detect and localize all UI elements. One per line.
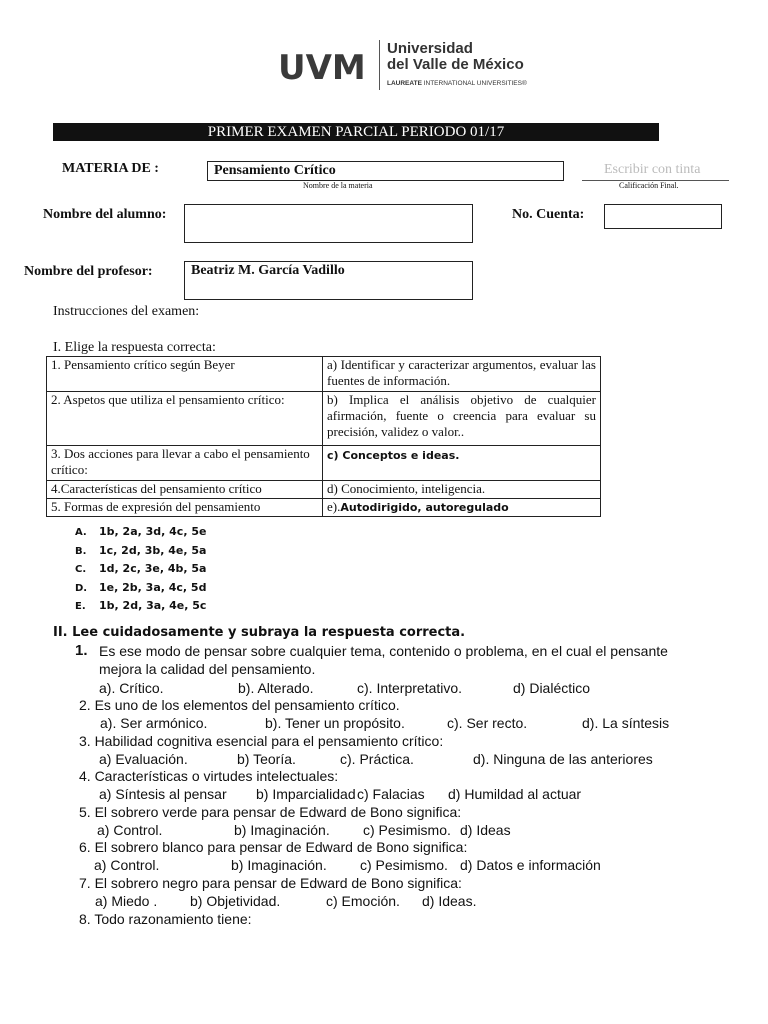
q3-answer-d[interactable]: d). Ninguna de las anteriores [473,751,653,767]
alumno-input[interactable] [184,204,473,243]
q2-answer-b[interactable]: b). Tener un propósito. [265,715,405,731]
table-row [47,481,601,499]
table-cell-right: e).Autodirigido, autoregulado [323,499,601,517]
table-cell-left: 1. Pensamiento crítico según Beyer [47,357,323,392]
uvm-logo-mark: UVM [278,48,366,88]
q3-answer-c[interactable]: c). Práctica. [340,751,414,767]
q7-answer-c[interactable]: c) Emoción. [326,893,400,909]
q4-answer-d[interactable]: d) Humildad al actuar [448,786,582,802]
q1-answer-b[interactable]: b). Alterado. [238,680,314,696]
q6-answer-b[interactable]: b) Imaginación. [231,857,327,873]
q5-answer-b[interactable]: b) Imaginación. [234,822,330,838]
instructions-label: Instrucciones del examen: [53,304,200,319]
q4-answer-c[interactable]: c) Falacias [357,786,425,802]
q1-answer-d[interactable]: d) Dialéctico [513,680,591,696]
materia-label: MATERIA DE : [62,161,159,176]
profesor-value: Beatriz M. García Vadillo [191,263,345,278]
materia-field[interactable] [207,161,564,181]
grade-field[interactable] [582,162,729,181]
exam-title: PRIMER EXAMEN PARCIAL PERIODO 01/17 [53,123,659,141]
table-row [47,446,601,481]
logo-university-line2: del Valle de México [387,56,524,73]
q7-answer-a[interactable]: a) Miedo . [95,893,158,909]
q1-number: 1. [75,642,88,659]
q2-answer-a[interactable]: a). Ser armónico. [100,715,208,731]
q4-answer-b[interactable]: b) Imparcialidad [256,786,356,802]
q7-answer-b[interactable]: b) Objetividad. [190,893,281,909]
q3-answer-b[interactable]: b) Teoría. [237,751,296,767]
q4-answer-a[interactable]: a) Síntesis al pensar [99,786,227,802]
table-cell-left: 3. Dos acciones para llevar a cabo el pensamiento crítico: [47,446,323,481]
section1-title: I. Elige la respuesta correcta: [53,340,216,355]
alumno-label: Nombre del alumno: [43,207,167,222]
q6-answer-a[interactable]: a) Control. [94,857,160,873]
q1-line2: mejora la calidad del pensamiento. [99,661,316,677]
list-item[interactable]: C. 1d, 2c, 3e, 4b, 5a [75,562,207,576]
logo-laureate: LAUREATE INTERNATIONAL UNIVERSITIES® [387,80,527,87]
q2-answer-c[interactable]: c). Ser recto. [447,715,528,731]
q6-answer-d[interactable]: d) Datos e información [460,857,601,873]
table-cell-right: a) Identificar y caracterizar argumentos, evaluar las fuentes de información. [323,357,601,392]
table-cell-right: c) Conceptos e ideas. [323,446,601,481]
q2-answer-d[interactable]: d). La síntesis [582,715,670,731]
section2-title: II. Lee cuidadosamente y subraya la respuesta correcta. [53,625,466,640]
table-cell-right: b) Implica el análisis objetivo de cualquier afirmación, fuente o creencia para evaluar su precisión, validez o valor.. [323,392,601,446]
materia-caption: Nombre de la materia [303,181,373,190]
table-cell-right: d) Conocimiento, inteligencia. [323,481,601,499]
q6-text: 6. El sobrero blanco para pensar de Edward de Bono significa: [79,839,468,855]
list-item[interactable]: A. 1b, 2a, 3d, 4c, 5e [75,525,207,538]
table-cell-left: 2. Aspetos que utiliza el pensamiento crítico: [47,392,323,446]
q7-answer-d[interactable]: d) Ideas. [422,893,477,909]
table-row [47,499,601,517]
q1-line1: Es ese modo de pensar sobre cualquier tema, contenido o problema, en el cual el pensante [99,643,668,659]
q5-answer-d[interactable]: d) Ideas [460,822,511,838]
cuenta-label: No. Cuenta: [512,207,585,222]
q7-text: 7. El sobrero negro para pensar de Edward de Bono significa: [79,875,462,891]
list-item[interactable]: D. 1e, 2b, 3a, 4c, 5d [75,580,207,594]
ink-placeholder: Escribir con tinta [604,162,701,177]
table-cell-left: 4.Características del pensamiento crítico [47,481,323,499]
q5-answer-c[interactable]: c) Pesimismo. [363,822,451,838]
table-row [47,392,601,446]
q1-answer-c[interactable]: c). Interpretativo. [357,680,463,696]
list-item[interactable]: E. 1b, 2d, 3a, 4e, 5c [75,599,207,613]
materia-value: Pensamiento Crítico [214,163,336,178]
q3-text: 3. Habilidad cognitiva esencial para el pensamiento crítico: [79,733,444,749]
logo-divider [379,40,380,90]
logo-university-line1: Universidad [387,40,473,57]
q6-answer-c[interactable]: c) Pesimismo. [360,857,448,873]
table-row [47,357,601,392]
q3-answer-a[interactable]: a) Evaluación. [99,751,188,767]
list-item[interactable]: B. 1c, 2d, 3b, 4e, 5a [75,543,207,557]
profesor-label: Nombre del profesor: [24,264,153,279]
matching-table [46,356,601,517]
table-cell-left: 5. Formas de expresión del pensamiento [47,499,323,517]
q8-text: 8. Todo razonamiento tiene: [79,911,252,927]
q4-text: 4. Características o virtudes intelectuales: [79,768,339,784]
q2-text: 2. Es uno de los elementos del pensamiento crítico. [79,697,400,713]
q5-answer-a[interactable]: a) Control. [97,822,163,838]
profesor-field[interactable] [184,261,473,300]
cuenta-input[interactable] [604,204,722,229]
q1-answer-a[interactable]: a). Crítico. [99,680,164,696]
q5-text: 5. El sobrero verde para pensar de Edward de Bono significa: [79,804,462,820]
grade-caption: Calificación Final. [619,181,679,190]
options-list [75,523,206,616]
